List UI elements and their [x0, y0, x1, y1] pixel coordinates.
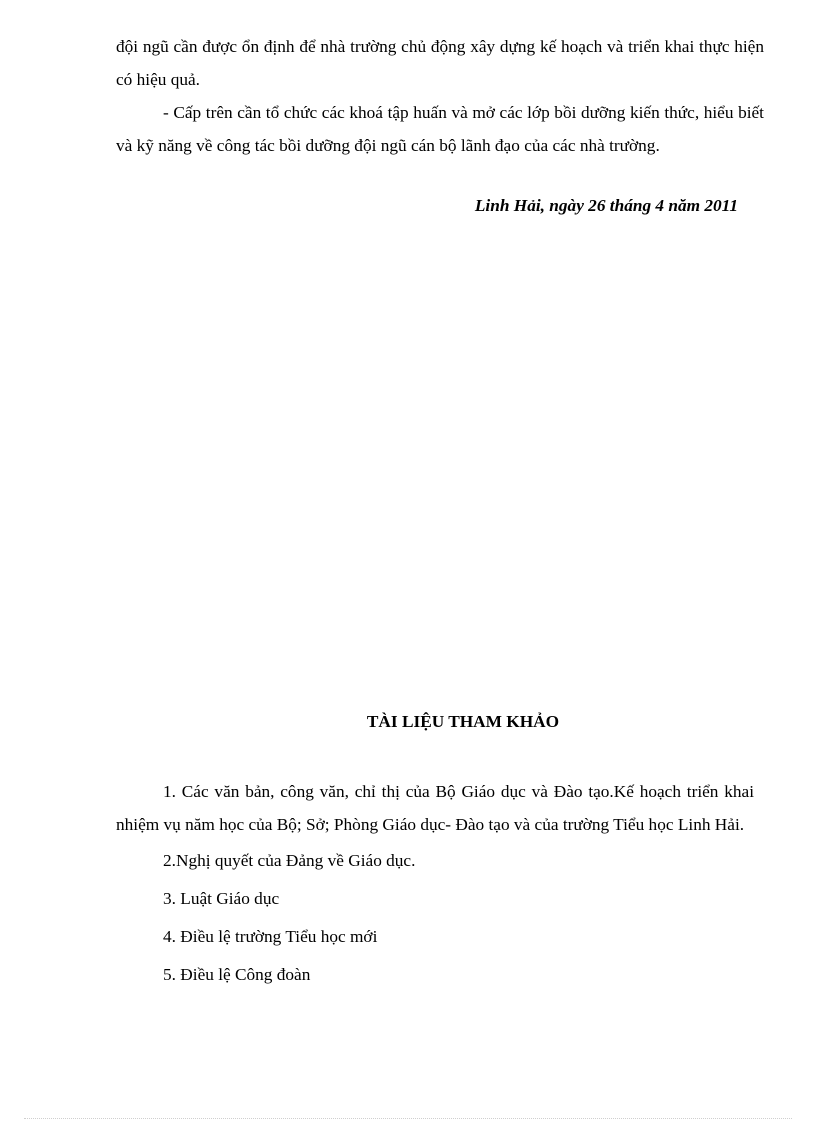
reference-item: 1. Các văn bản, công văn, chỉ thị của Bộ Giáo dục và Đào tạo.Kế hoạch triển khai nhiệm vụ năm học của Bộ; Sở; Phòng Giáo dục- Đào tạo và của trường Tiểu học Linh Hải.	[116, 782, 754, 834]
references-list	[116, 775, 764, 996]
body-paragraph-recommendation: - Cấp trên cần tổ chức các khoá tập huấn và mở các lớp bồi dưỡng kiến thức, hiểu biết và kỹ năng về công tác bồi dưỡng đội ngũ cán bộ lãnh đạo của các nhà trường.	[116, 103, 764, 155]
page-bottom-divider	[24, 1118, 792, 1119]
reference-item: 2.Nghị quyết của Đảng về Giáo dục.	[163, 851, 416, 870]
reference-item: 4. Điều lệ trường Tiểu học mới	[163, 927, 378, 946]
reference-item: 3. Luật Giáo dục	[163, 889, 280, 908]
reference-item: 5. Điều lệ Công đoàn	[163, 965, 311, 984]
body-paragraph-continuation: đội ngũ cần được ổn định để nhà trường chủ động xây dựng kế hoạch và triển khai thực hiện có hiệu quả.	[116, 37, 764, 89]
references-heading: TÀI LIỆU THAM KHẢO	[366, 712, 560, 731]
place-date-signoff: Linh Hải, ngày 26 tháng 4 năm 2011	[474, 196, 738, 215]
